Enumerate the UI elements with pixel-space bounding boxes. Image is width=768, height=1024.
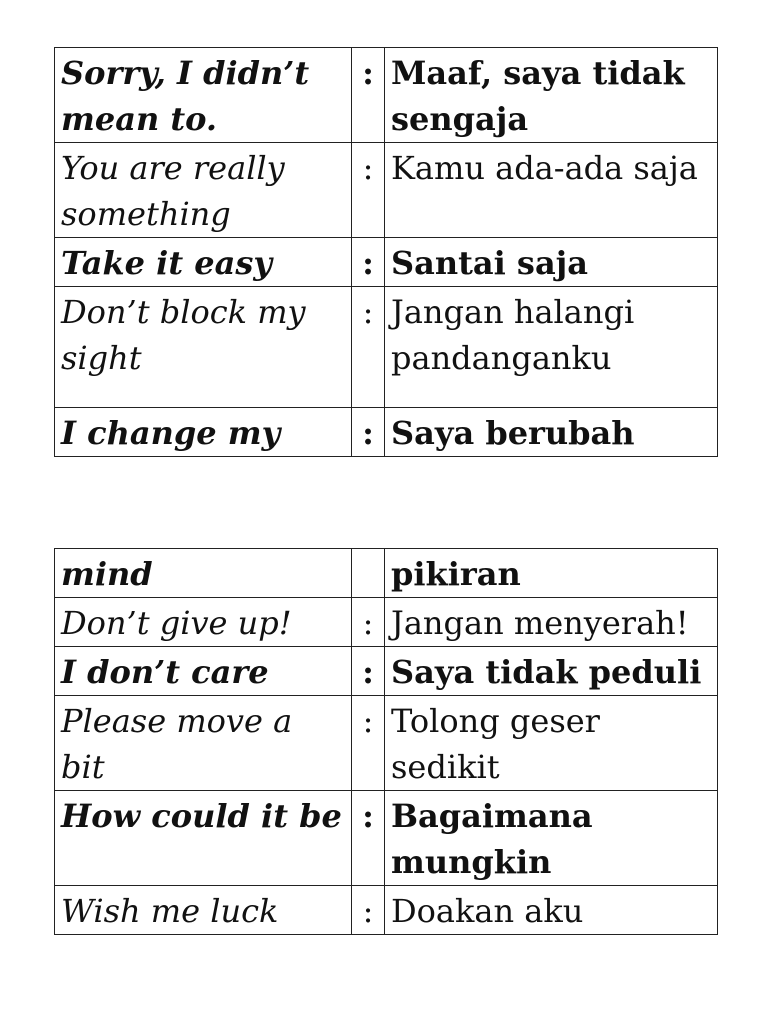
separator-cell: : — [352, 408, 385, 457]
english-phrase-cell: mind — [55, 549, 352, 598]
phrase-row — [55, 48, 718, 143]
separator-cell: : — [352, 647, 385, 696]
phrase-row — [55, 287, 718, 408]
english-phrase-cell: How could it be — [55, 791, 352, 886]
separator-cell: : — [352, 143, 385, 238]
phrase-row — [55, 238, 718, 287]
indonesian-phrase-cell: pikiran — [385, 549, 718, 598]
phrase-row — [55, 696, 718, 791]
indonesian-phrase-cell: Maaf, saya tidak sengaja — [385, 48, 718, 143]
indonesian-phrase-cell: Jangan menyerah! — [385, 598, 718, 647]
phrase-table-1-body — [55, 48, 718, 457]
separator-cell — [352, 549, 385, 598]
indonesian-phrase-cell: Doakan aku — [385, 886, 718, 935]
separator-cell: : — [352, 48, 385, 143]
english-phrase-cell: Don’t give up! — [55, 598, 352, 647]
english-phrase-cell: Please move a bit — [55, 696, 352, 791]
phrase-row — [55, 886, 718, 935]
separator-cell: : — [352, 238, 385, 287]
phrase-row — [55, 791, 718, 886]
indonesian-phrase-cell: Jangan halangi pandanganku — [385, 287, 718, 408]
phrase-row — [55, 408, 718, 457]
indonesian-phrase-cell: Bagaimana mungkin — [385, 791, 718, 886]
indonesian-phrase-cell: Tolong geser sedikit — [385, 696, 718, 791]
separator-cell: : — [352, 287, 385, 408]
english-phrase-cell: Wish me luck — [55, 886, 352, 935]
indonesian-phrase-cell: Kamu ada-ada saja — [385, 143, 718, 238]
phrase-row — [55, 549, 718, 598]
english-phrase-cell: Sorry, I didn’t mean to. — [55, 48, 352, 143]
phrase-row — [55, 143, 718, 238]
indonesian-phrase-cell: Santai saja — [385, 238, 718, 287]
phrase-row — [55, 598, 718, 647]
separator-cell: : — [352, 598, 385, 647]
english-phrase-cell: Take it easy — [55, 238, 352, 287]
english-phrase-cell: I don’t care — [55, 647, 352, 696]
indonesian-phrase-cell: Saya berubah — [385, 408, 718, 457]
separator-cell: : — [352, 696, 385, 791]
english-phrase-cell: Don’t block my sight — [55, 287, 352, 408]
separator-cell: : — [352, 886, 385, 935]
separator-cell: : — [352, 791, 385, 886]
phrase-row — [55, 647, 718, 696]
phrase-table-2 — [54, 548, 718, 935]
english-phrase-cell: You are really something — [55, 143, 352, 238]
phrase-table-1 — [54, 47, 718, 457]
indonesian-phrase-cell: Saya tidak peduli — [385, 647, 718, 696]
phrase-table-2-body — [55, 549, 718, 935]
english-phrase-cell: I change my — [55, 408, 352, 457]
